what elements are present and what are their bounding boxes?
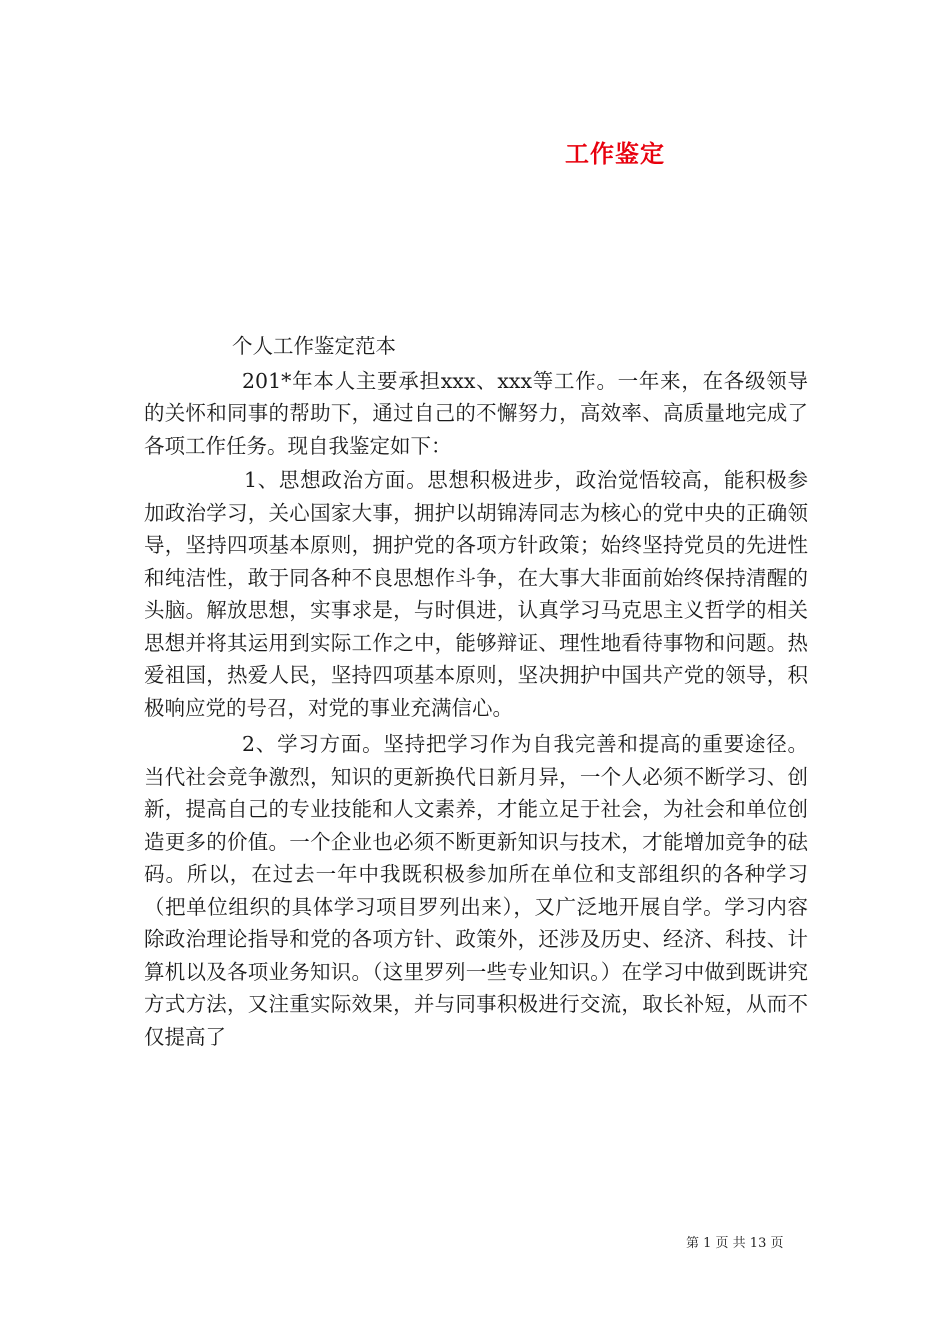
page-number-footer: 第 1 页 共 13 页	[686, 1236, 784, 1251]
intro-paragraph: 201*年本人主要承担xxx、xxx等工作。一年来，在各级领导的关怀和同事的帮助下，通过自己的不懈努力，高效率、高质量地完成了各项工作任务。现自我鉴定如下：	[144, 368, 808, 458]
document-body	[144, 334, 808, 1053]
section-ideology-paragraph: 1、思想政治方面。思想积极进步，政治觉悟较高，能积极参加政治学习，关心国家大事，拥护以胡锦涛同志为核心的党中央的正确领导，坚持四项基本原则，拥护党的各项方针政策；始终坚持党员的先进性和纯洁性，敢于同各种不良思想作斗争，在大事大非面前始终保持清醒的头脑。解放思想，实事求是，与时俱进，认真学习马克思主义哲学的相关思想并将其运用到实际工作之中，能够辩证、理性地看待事物和问题。热爱祖国，热爱人民，坚持四项基本原则，坚决拥护中国共产党的领导，积极响应党的号召，对党的事业充满信心。	[144, 468, 808, 720]
document-subtitle: 个人工作鉴定范本	[232, 334, 396, 358]
section-study-paragraph: 2、学习方面。坚持把学习作为自我完善和提高的重要途径。当代社会竞争激烈，知识的更新换代日新月异，一个人必须不断学习、创新，提高自己的专业技能和人文素养，才能立足于社会，为社会和单位创造更多的价值。一个企业也必须不断更新知识与技术，才能增加竞争的砝码。所以，在过去一年中我既积极参加所在单位和支部组织的各种学习（把单位组织的具体学习项目罗列出来），又广泛地开展自学。学习内容除政治理论指导和党的各项方针、政策外，还涉及历史、经济、科技、计算机以及各项业务知识。（这里罗列一些专业知识。）在学习中做到既讲究方式方法，又注重实际效果，并与同事积极进行交流，取长补短，从而不仅提高了	[144, 732, 808, 1049]
document-title: 工作鉴定	[565, 140, 665, 168]
